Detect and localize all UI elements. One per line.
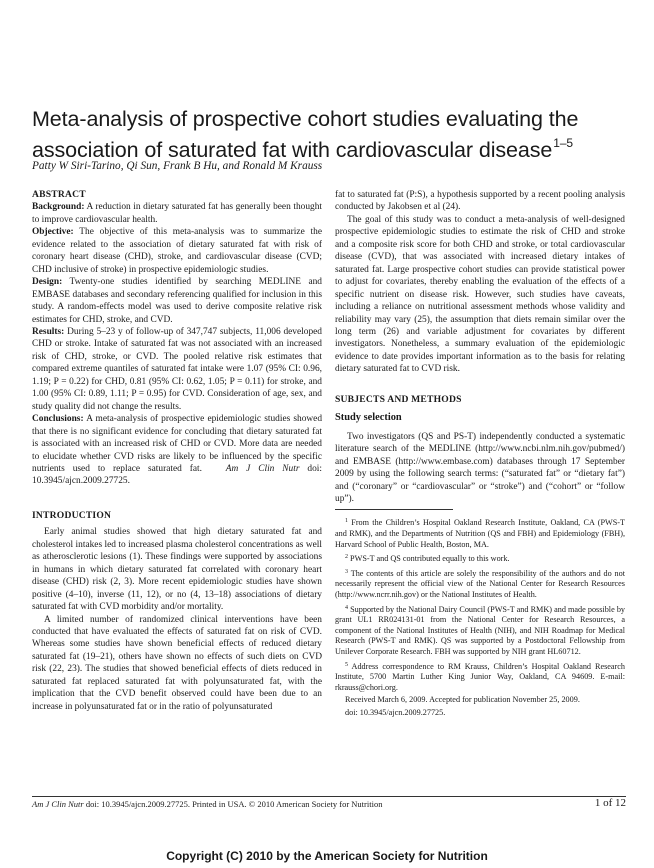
study-selection-paragraph: Two investigators (QS and PS-T) independently conducted a systematic literature search of the MEDLINE (http://www.ncbi.nlm.nih.gov/pubmed/) and EMBASE (http://www.embase.com) databases through 17 September 2009 by using the following search terms: (“saturated fat” or “dietary fat”) and (“coronary” or “cardiovascular” or “stroke”) and (“cohort” or “follow up”). (335, 431, 625, 504)
abstract-design (32, 276, 322, 326)
results-label: Results: (32, 326, 65, 337)
methods-heading: SUBJECTS AND METHODS (335, 393, 462, 405)
background-text: A reduction in dietary saturated fat has generally been thought to improve cardiovascular health. (32, 202, 322, 225)
received-doi: doi: 10.3945/ajcn.2009.27725. (345, 707, 446, 717)
footnote-number: 3 (345, 568, 348, 575)
footnote-rule (335, 509, 453, 510)
footnote-number: 5 (345, 661, 348, 668)
conclusions-label: Conclusions: (32, 414, 84, 425)
footer-rest: doi: 10.3945/ajcn.2009.27725. Printed in USA. © 2010 American Society for Nutrition (85, 799, 383, 809)
objective-text: The objective of this meta-analysis was to summarize the evidence related to the association of dietary saturated fat with risk of coronary heart disease (CHD), stroke, and cardiovascular disease (CVD; CHD inclusive of stroke) in prospective epidemiologic studies. (32, 227, 322, 275)
abstract-objective (32, 226, 322, 276)
abstract-conclusions (32, 413, 322, 488)
goal-paragraph: The goal of this study was to conduct a meta-analysis of well-designed prospective epidemiologic studies to estimate the risk of CHD and stroke and a composite risk score for both CHD and stroke, or total cardiovascular disease (CVD), that was associated with increased dietary intakes of saturated fat. Large prospective cohort studies can provide statistical power to adjust for covariates, thereby enabling the evaluation of the effects of a specific nutrient on disease risk. However, such studies have caveats, including a reliance on nutritional assessment methods whose validity and reliability may vary (25), the assumption that diets remain similar over the long term (26) and variable adjustment for covariates by different investigators. Nonetheless, a summary evaluation of the epidemiologic evidence to date provides important information as to the basis for relating dietary saturated fat to CVD risk. (335, 214, 625, 375)
design-label: Design: (32, 277, 63, 288)
footnote-number: 1 (345, 518, 348, 525)
citation-doi: doi: 10.3945/ajcn.2009.27725. (32, 463, 322, 487)
page-number: 1 of 12 (594, 797, 626, 809)
footnote-text: Address correspondence to RM Krauss, Children’s Hospital Oakland Research Institute, 5700 Martin Luther King Junior Way, Oakland, CA 94609. E-mail: rkrauss@chori.org. (335, 661, 625, 692)
citation-journal: Am J Clin Nutr (225, 463, 300, 474)
objective-label: Objective: (32, 227, 74, 238)
study-selection-heading: Study selection (335, 412, 402, 424)
right-column (335, 189, 625, 721)
copyright-notice: Copyright (C) 2010 by the American Society for Nutrition (166, 849, 488, 863)
received-dates: Received March 6, 2009. Accepted for publication November 25, 2009. (345, 695, 580, 705)
footnote-text: From the Children’s Hospital Oakland Research Institute, Oakland, CA (PWS-T and RMK), and the Departments of Nutrition (QS and FBH) and Epidemiology (FBH), Harvard School of Public Health, Boston, MA. (335, 518, 626, 549)
footer-citation (32, 799, 382, 809)
background-label: Background: (32, 202, 85, 213)
footnote-text: The contents of this article are solely the responsibility of the authors and do not necessarily represent the official view of the National Center for Research Resources (http://www.ncrr.nih.gov) or the National Institutes of Health. (335, 568, 625, 599)
footnote-1 (335, 516, 625, 550)
footnote-4 (335, 603, 625, 658)
footer-journal: Am J Clin Nutr (32, 799, 84, 809)
footer-rule (32, 796, 626, 797)
design-text: Twenty-one studies identified by searching MEDLINE and EMBASE databases and secondary referencing qualified for inclusion in this study. A random-effects model was used to derive composite relative risk estimates for CHD, stroke, and CVD. (32, 277, 322, 325)
results-text: During 5–23 y of follow-up of 347,747 subjects, 11,006 developed CHD or stroke. Intake of saturated fat was not associated with an increased risk of CHD, stroke, or CVD. The pooled relative risk estimates that compared extreme quantiles of saturated fat intake were 1.07 (95% CI: 0.96, 1.19; P = 0.22) for CHD, 0.81 (95% CI: 0.62, 1.05; P = 0.11) for stroke, and 1.00 (95% CI: 0.89, 1.11; P = 0.95) for CVD. Consideration of age, sex, and study quality did not change the results. (32, 326, 322, 412)
footnote-2 (335, 552, 625, 565)
introduction-heading: INTRODUCTION (32, 509, 112, 521)
continued-paragraph: fat to saturated fat (P:S), a hypothesis supported by a recent pooling analysis conducted by Jakobsen et al (24). (335, 190, 625, 213)
abstract-results (32, 326, 322, 413)
left-column (32, 189, 322, 713)
abstract (32, 189, 322, 488)
conclusions-text: A meta-analysis of prospective epidemiologic studies showed that there is no significant evidence for concluding that dietary saturated fat is associated with an increased risk of CHD or CVD. More data are needed to elucidate whether CVD risks are likely to be influenced by the specific nutrients used to replace saturated fat. (32, 414, 323, 474)
title-footnote-refs: 1–5 (553, 136, 573, 150)
footnote-text: PWS-T and QS contributed equally to this work. (350, 554, 510, 564)
abstract-background (32, 201, 322, 226)
author-list: Patty W Siri-Tarino, Qi Sun, Frank B Hu, and Ronald M Krauss (32, 160, 323, 172)
footnote-3 (335, 567, 625, 601)
footnotes (335, 516, 625, 718)
footnote-number: 2 (345, 554, 348, 561)
footnote-number: 4 (345, 604, 348, 611)
introduction-paragraph-2: A limited number of randomized clinical interventions have been conducted that have evaluated the effects of saturated fat on risk of CVD. Whereas some studies have shown beneficial effects of reduced dietary saturated fat (19–21), others have shown no effects of such diets on CVD risk (22, 23). The studies that showed beneficial effects of diets reduced in saturated fat replaced saturated fat with polyunsaturated fat, with the implication that the CVD benefit observed could have been due to an increase in polyunsaturated fat or in the ratio of polyunsaturated (32, 614, 322, 712)
footnote-text: Supported by the National Dairy Council (PWS-T and RMK) and made possible by grant UL1 RR024131-01 from the National Center for Research Resources, a component of the National Institutes of Health (NIH), and NIH Roadmap for Medical Research (PWS-T and RMK). QS was supported by a Postdoctoral Fellowship from Unilever Corporate Research. FBH was supported by NIH grant HL60712. (335, 604, 626, 656)
introduction-paragraph-1: Early animal studies showed that high dietary saturated fat and cholesterol intakes led to increased plasma cholesterol concentrations as well as atherosclerotic lesions (1). These findings were supported by associations in humans in which dietary saturated fat correlated with coronary heart disease (CHD) risk (2, 3). More recent epidemiologic studies have shown positive (4–10), inverse (11, 12), or no (4, 13–18) associations of dietary saturated fat with CVD morbidity and/or mortality. (32, 527, 322, 613)
article-title-text: Meta-analysis of prospective cohort studies evaluating the association of saturated fat with cardiovascular disease (32, 107, 579, 162)
abstract-heading: ABSTRACT (32, 189, 86, 200)
article-title (32, 107, 632, 162)
footnote-5 (335, 660, 625, 694)
